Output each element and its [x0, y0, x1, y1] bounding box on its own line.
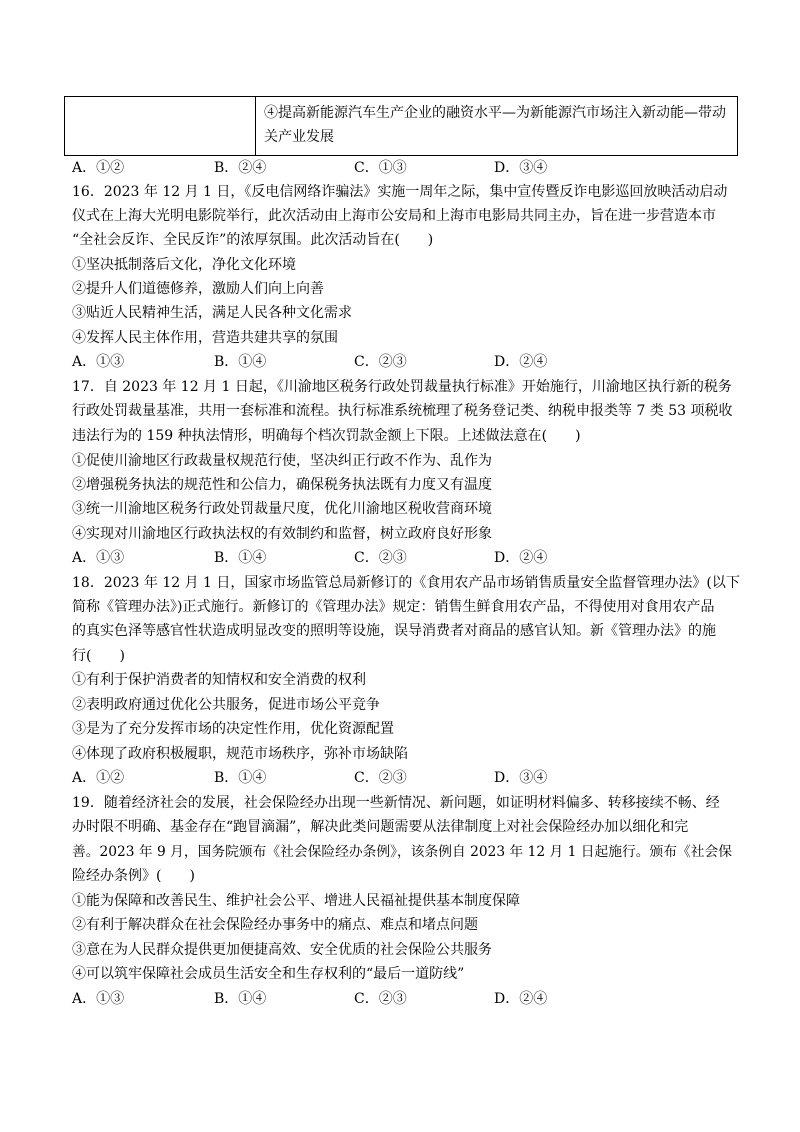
- choice-d: D．②④: [494, 991, 548, 1007]
- q18-stem-line-1: 18．2023 年 12 月 1 日，国家市场监管总局新修订的《食用农产品市场销售质量安全监督管理办法》(以下: [72, 575, 740, 591]
- choice-c: C．①③: [354, 160, 407, 176]
- q19-stem-line-4: 险经办条例》( ): [72, 868, 195, 884]
- q19-option-3: ③意在为人民群众提供更加便捷高效、安全优质的社会保险公共服务: [72, 942, 492, 958]
- q18-option-4: ④体现了政府积极履职，规范市场秩序，弥补市场缺陷: [72, 746, 408, 762]
- table-empty-cell: [65, 97, 256, 156]
- choice-c: C．②③: [354, 770, 407, 786]
- previous-question-table: [64, 96, 738, 156]
- q19-option-2: ②有利于解决群众在社会保险经办事务中的痛点、难点和堵点问题: [72, 917, 478, 933]
- q18-option-1: ①有利于保护消费者的知情权和安全消费的权利: [72, 672, 366, 688]
- q18-stem-line-2: 简称《管理办法》)正式施行。新修订的《管理办法》规定：销售生鲜食用农产品，不得使用对食用农产品: [72, 599, 715, 615]
- q17-stem-line-2: 行政处罚裁量基准，共用一套标准和流程。执行标准系统梳理了税务登记类、纳税申报类等 7 类 53 项税收: [72, 403, 733, 419]
- choice-d: D．③④: [494, 160, 548, 176]
- q16-option-4: ④发挥人民主体作用，营造共建共享的氛围: [72, 330, 338, 346]
- q16-option-3: ③贴近人民精神生活，满足人民各种文化需求: [72, 305, 352, 321]
- q19-choices: [72, 988, 632, 1010]
- choice-d: D．②④: [494, 354, 548, 370]
- q19-stem-line-2: 办时限不明确、基金存在“跑冒滴漏”，解决此类问题需要从法律制度上对社会保险经办加以细化和完: [72, 819, 689, 835]
- choice-b: B．②④: [214, 160, 267, 176]
- choice-b: B．①④: [214, 770, 267, 786]
- table-text-line-2: 关产业发展: [264, 129, 334, 145]
- q18-stem-line-3: 的真实色泽等感官性状造成明显改变的照明等设施，误导消费者对商品的感官认知。新《管理办法》的施: [72, 623, 716, 639]
- q17-stem-line-1: 17．自 2023 年 12 月 1 日起，《川渝地区税务行政处罚裁量执行标准》开始施行，川渝地区执行新的税务: [72, 379, 732, 395]
- q17-choices: [72, 547, 632, 569]
- q19-option-4: ④可以筑牢保障社会成员生活安全和生存权利的“最后一道防线”: [72, 966, 465, 982]
- q16-stem-line-2: 仪式在上海大光明电影院举行，此次活动由上海市公安局和上海市电影局共同主办，旨在进一步营造本市: [72, 208, 716, 224]
- choice-d: D．②④: [494, 550, 548, 566]
- q17-option-2: ②增强税务执法的规范性和公信力，确保税务执法既有力度又有温度: [72, 477, 492, 493]
- prev-choices: [72, 157, 632, 179]
- q17-option-1: ①促使川渝地区行政裁量权规范行使，坚决纠正行政不作为、乱作为: [72, 453, 492, 469]
- q16-choices: [72, 351, 632, 373]
- q18-option-3: ③是为了充分发挥市场的决定性作用，优化资源配置: [72, 721, 394, 737]
- choice-d: D．③④: [494, 770, 548, 786]
- q16-stem-line-1: 16．2023 年 12 月 1 日，《反电信网络诈骗法》实施一周年之际，集中宣传暨反诈电影巡回放映活动启动: [72, 184, 728, 200]
- q19-stem-line-1: 19．随着经济社会的发展，社会保险经办出现一些新情况、新问题，如证明材料偏多、转移接续不畅、经: [72, 795, 720, 811]
- choice-c: C．②③: [354, 354, 407, 370]
- table-text-line-1: ④提高新能源汽车生产企业的融资水平—为新能源汽市场注入新动能—带动: [264, 105, 726, 121]
- choice-a: A．①③: [72, 354, 125, 370]
- q18-option-2: ②表明政府通过优化公共服务，促进市场公平竞争: [72, 697, 380, 713]
- choice-c: C．②③: [354, 991, 407, 1007]
- q18-stem-line-4: 行( ): [72, 648, 125, 664]
- q19-option-1: ①能为保障和改善民生、维护社会公平、增进人民福祉提供基本制度保障: [72, 893, 520, 909]
- q16-stem-line-3: “全社会反诈、全民反诈”的浓厚氛围。此次活动旨在( ): [72, 232, 434, 248]
- choice-c: C．②③: [354, 550, 407, 566]
- choice-a: A．①③: [72, 550, 125, 566]
- q18-choices: [72, 767, 632, 789]
- choice-b: B．①④: [214, 550, 267, 566]
- table-answer-cell: [256, 97, 738, 156]
- q16-option-1: ①坚决抵制落后文化，净化文化环境: [72, 257, 296, 273]
- q16-option-2: ②提升人们道德修养，激励人们向上向善: [72, 281, 324, 297]
- q17-stem-line-3: 违法行为的 159 种执法情形，明确每个档次罚款金额上下限。上述做法意在( ): [72, 428, 581, 444]
- choice-a: A．①②: [72, 160, 125, 176]
- q19-stem-line-3: 善。2023 年 9 月，国务院颁布《社会保险经办条例》，该条例自 2023 年 12 月 1 日起施行。颁布《社会保: [72, 844, 732, 860]
- choice-a: A．①③: [72, 991, 125, 1007]
- q17-option-3: ③统一川渝地区税务行政处罚裁量尺度，优化川渝地区税收营商环境: [72, 501, 492, 517]
- choice-b: B．①④: [214, 991, 267, 1007]
- q17-option-4: ④实现对川渝地区行政执法权的有效制约和监督，树立政府良好形象: [72, 526, 492, 542]
- choice-b: B．①④: [214, 354, 267, 370]
- choice-a: A．①②: [72, 770, 125, 786]
